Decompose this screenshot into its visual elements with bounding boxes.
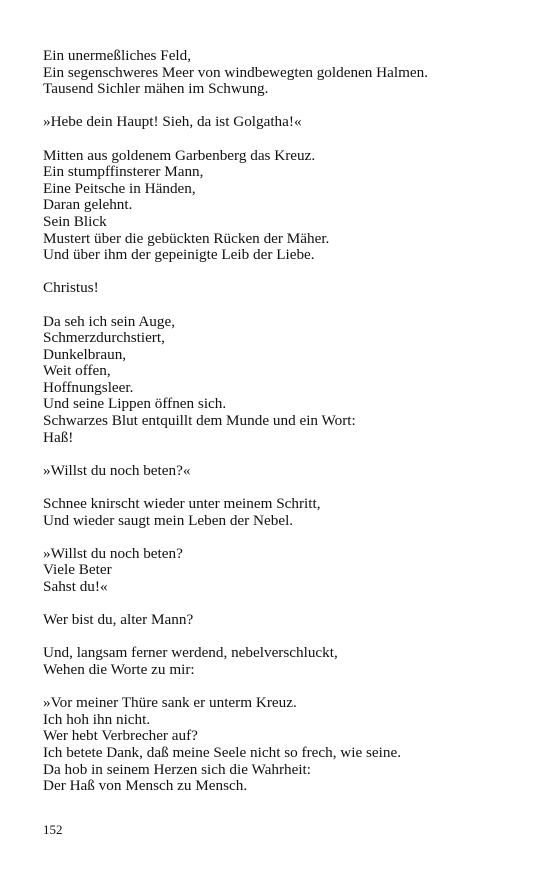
poem-line: Christus!: [43, 279, 99, 297]
poem-line: Dunkelbraun,: [43, 345, 127, 363]
poem-line: Ich betete Dank, daß meine Seele nicht so frech, wie seine.: [43, 743, 402, 761]
stanza: [43, 280, 513, 297]
stanza-gap: [43, 131, 513, 148]
stanza: [43, 148, 513, 264]
stanza: [43, 463, 513, 480]
poem-line: »Vor meiner Thüre sank er unterm Kreuz.: [43, 694, 297, 712]
poem-line: Ich hoh ihn nicht.: [43, 710, 151, 728]
poem-line: Daran gelehnt.: [43, 196, 133, 214]
stanza: [43, 314, 513, 447]
poem-line: Und über ihm der gepeinigte Leib der Liebe.: [43, 246, 315, 264]
stanza-gap: [43, 297, 513, 314]
poem-line: Mitten aus goldenem Garbenberg das Kreuz.: [43, 146, 316, 164]
stanza-gap: [43, 264, 513, 281]
poem-line: »Willst du noch beten?: [43, 544, 183, 562]
stanza: [43, 496, 513, 529]
poem-line: Ein segenschweres Meer von windbewegten goldenen Halmen.: [43, 63, 429, 81]
stanza-gap: [43, 529, 513, 546]
poem-line: Eine Peitsche in Händen,: [43, 179, 196, 197]
poem-line: Sahst du!«: [43, 578, 108, 595]
poem-text: [43, 48, 513, 795]
poem-line: Schnee knirscht wieder unter meinem Schritt,: [43, 495, 321, 513]
poem-line: Und, langsam ferner werdend, nebelverschluckt,: [43, 644, 338, 662]
poem-line: Wehen die Worte zu mir:: [43, 660, 195, 678]
page-number: 152: [43, 822, 63, 837]
stanza-gap: [43, 679, 513, 696]
stanza: [43, 114, 513, 131]
poem-line: Da hob in seinem Herzen sich die Wahrheit:: [43, 760, 311, 778]
poem-line: Und seine Lippen öffnen sich.: [43, 395, 227, 413]
poem-line: »Willst du noch beten?«: [43, 461, 191, 479]
poem-line: Da seh ich sein Auge,: [43, 312, 176, 330]
poem-line: »Hebe dein Haupt! Sieh, da ist Golgatha!«: [43, 113, 302, 131]
stanza: [43, 48, 513, 98]
poem-line: Ein unermeßliches Feld,: [43, 47, 192, 64]
stanza: [43, 695, 513, 795]
poem-line: Und wieder saugt mein Leben der Nebel.: [43, 511, 294, 529]
poem-line: Wer bist du, alter Mann?: [43, 611, 194, 629]
poem-line: Viele Beter: [43, 561, 112, 579]
stanza: [43, 612, 513, 629]
poem-line: Mustert über die gebückten Rücken der Mäher.: [43, 229, 330, 247]
poem-line: Schmerzdurchstiert,: [43, 329, 165, 347]
stanza-gap: [43, 596, 513, 613]
stanza-gap: [43, 446, 513, 463]
poem-line: Schwarzes Blut entquillt dem Munde und ein Wort:: [43, 412, 356, 430]
poem-line: Ein stumpffinsterer Mann,: [43, 163, 204, 181]
poem-line: Hoffnungsleer.: [43, 378, 134, 396]
poem-line: Sein Blick: [43, 212, 107, 230]
stanza-gap: [43, 479, 513, 496]
stanza: [43, 645, 513, 678]
poem-line: Haß!: [43, 428, 74, 446]
stanza: [43, 546, 513, 596]
poem-line: Wer hebt Verbrecher auf?: [43, 727, 198, 745]
poem-line: Tausend Sichler mähen im Schwung.: [43, 80, 269, 98]
stanza-gap: [43, 629, 513, 646]
poem-line: Der Haß von Mensch zu Mensch.: [43, 777, 248, 795]
poem-line: Weit offen,: [43, 362, 111, 380]
stanza-gap: [43, 98, 513, 115]
